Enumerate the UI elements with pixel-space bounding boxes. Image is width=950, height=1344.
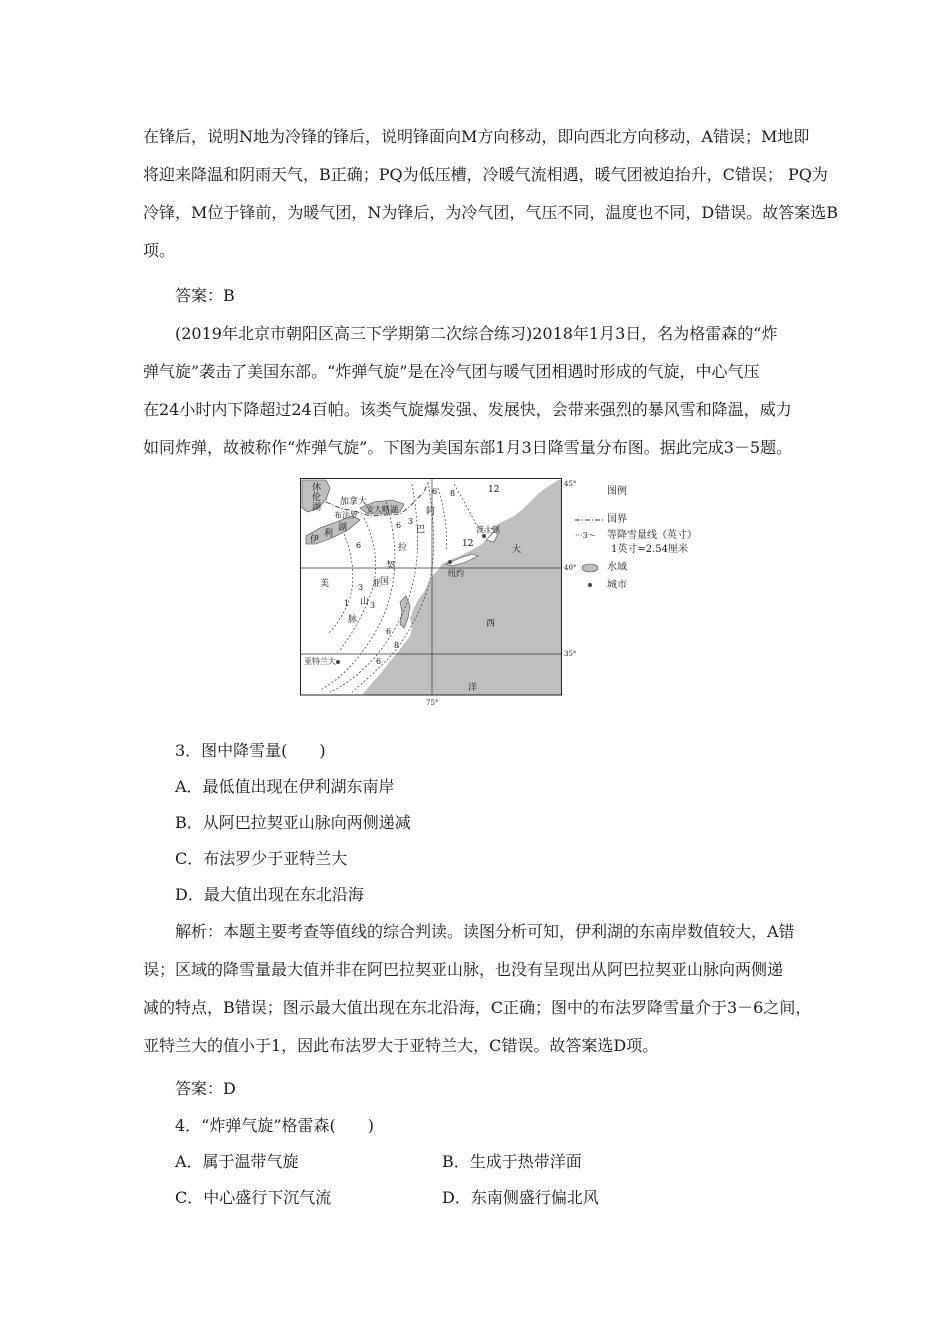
label-newyork: 纽约 [448, 569, 464, 578]
text-line: 项。 [143, 241, 176, 260]
label-buffalo: 布法罗 [334, 511, 358, 520]
isoline-value: 6 [386, 627, 392, 636]
label-ocean: 大 [512, 545, 522, 555]
intro-line: 弹气旋”袭击了美国东部。“炸弹气旋”是在冷气团与暖气团相遇时形成的气旋，中心气压 [143, 362, 760, 381]
label-usa: 国 [380, 577, 390, 587]
legend-conversion: 1英寸=2.54厘米 [611, 544, 689, 555]
isoline-value: 6 [376, 657, 382, 666]
intro-line: 如同炸弹，故被称作“炸弹气旋”。下图为美国东部1月3日降雪量分布图。据此完成3－5题。 [143, 438, 793, 457]
city-newyork [448, 560, 452, 564]
isoline-value: 1 [344, 599, 350, 608]
snowfall-map [300, 478, 585, 710]
isoline-value: 6 [396, 521, 402, 530]
label-ocean: 西 [486, 619, 496, 629]
text-line: 冷锋，M位于锋前，为暖气团，N为锋后，为冷气团，气压不同，温度也不同，D错误。故答案选B [143, 203, 838, 222]
intro-line: 在24小时内下降超过24百帕。该类气旋爆发强、发展快，会带来强烈的暴风雪和降温，威力 [143, 400, 792, 419]
city-atlanta [336, 660, 340, 664]
legend-isoline: 等降雪量线（英寸） [607, 530, 697, 541]
isoline-value: 12 [488, 485, 500, 495]
legend-city: 城市 [607, 580, 627, 591]
chesapeake-bay [400, 596, 410, 628]
intro-line: (2019年北京市朝阳区高三下学期第二次综合练习)2018年1月3日，名为格雷森的“炸 [175, 324, 778, 343]
isoline-value: 3 [408, 517, 414, 526]
q4-option-d: D．东南侧盛行偏北风 [442, 1188, 599, 1207]
city-symbol [586, 581, 594, 589]
legend-title: 图例 [607, 486, 627, 497]
label-erie: 湖 [338, 523, 348, 533]
q4-option-b: B．生成于热带洋面 [442, 1152, 582, 1171]
legend-border: 国界 [607, 514, 627, 525]
analysis-line: 亚特兰大的值小于1，因此布法罗大于亚特兰大，C错误。故答案选D项。 [143, 1036, 659, 1055]
label-appalachian: 契 [386, 561, 396, 571]
analysis-line: 解析：本题主要考查等值线的综合判读。读图分析可知，伊利湖的东南岸数值较大，A错 [175, 922, 795, 941]
q3-option-a: A．最低值出现在伊利湖东南岸 [175, 777, 395, 796]
label-appalachian: 山 [360, 597, 370, 607]
label-appalachian: 阿 [426, 507, 436, 517]
isoline-sample-value: 3 [582, 531, 588, 540]
city-boston [482, 534, 486, 538]
isoline-symbol: ···3～ [575, 531, 596, 540]
isoline-value: 3 [358, 583, 364, 592]
q4-option-a: A．属于温带气旋 [175, 1152, 299, 1171]
isoline-value: 6 [356, 541, 362, 550]
isoline-value: 3 [370, 601, 376, 610]
lon-75: 75° [426, 699, 439, 707]
label-appalachian: 脉 [348, 615, 358, 625]
label-erie: 利 [324, 529, 334, 539]
border-symbol [575, 516, 605, 524]
text-line: 将迎来降温和阴雨天气，B正确；PQ为低压槽，冷暖气流相遇，暖气团被迫抬升，C错误； PQ为 [143, 165, 828, 184]
isoline-value: 6 [432, 487, 438, 496]
label-huron: 伦 [312, 493, 322, 503]
label-ocean: 洋 [468, 683, 478, 693]
label-canada: 加拿大 [340, 497, 368, 507]
answer-1: 答案：B [175, 286, 235, 305]
water-symbol [581, 563, 599, 573]
isoline-value: 12 [462, 539, 474, 549]
isoline-value: 8 [394, 641, 400, 650]
q3-option-d: D．最大值出现在东北沿海 [175, 885, 364, 904]
label-appalachian: 巴 [416, 525, 426, 535]
label-ontario: 安大略湖 [366, 505, 398, 514]
label-appalachian: 拉 [398, 543, 408, 553]
label-boston: 波士顿 [476, 525, 500, 534]
analysis-line: 误；区域的降雪量最大值并非在阿巴拉契亚山脉，也没有呈现出从阿巴拉契亚山脉向两侧递 [143, 960, 784, 979]
lat-45: 45° [564, 480, 577, 488]
q3-option-b: B．从阿巴拉契亚山脉向两侧递减 [175, 813, 411, 832]
q4-option-c: C．中心盛行下沉气流 [175, 1188, 332, 1207]
q3-option-c: C．布法罗少于亚特兰大 [175, 849, 348, 868]
map-legend [575, 478, 697, 608]
label-huron: 休 [312, 483, 322, 493]
label-usa: 美 [320, 579, 330, 589]
lat-40: 40° [564, 564, 577, 572]
question-4-stem: 4．“炸弹气旋”格雷森( ) [175, 1116, 375, 1135]
question-3-stem: 3．图中降雪量( ) [175, 741, 326, 760]
label-erie: 伊 [310, 535, 320, 545]
answer-2: 答案：D [175, 1079, 236, 1098]
label-huron: 湖 [312, 503, 322, 513]
lat-35: 35° [564, 650, 577, 658]
legend-water: 水域 [607, 562, 627, 573]
isoline-value: 8 [450, 489, 456, 498]
analysis-line: 减的特点，B错误；图示最大值出现在东北沿海，C正确；图中的布法罗降雪量介于3－6之间， [143, 998, 812, 1017]
label-appalachian: 亚 [372, 579, 382, 589]
text-line: 在锋后，说明N地为冷锋的锋后，说明锋面向M方向移动，即向西北方向移动，A错误；M地即 [143, 127, 810, 146]
label-atlanta: 亚特兰大 [304, 657, 336, 666]
